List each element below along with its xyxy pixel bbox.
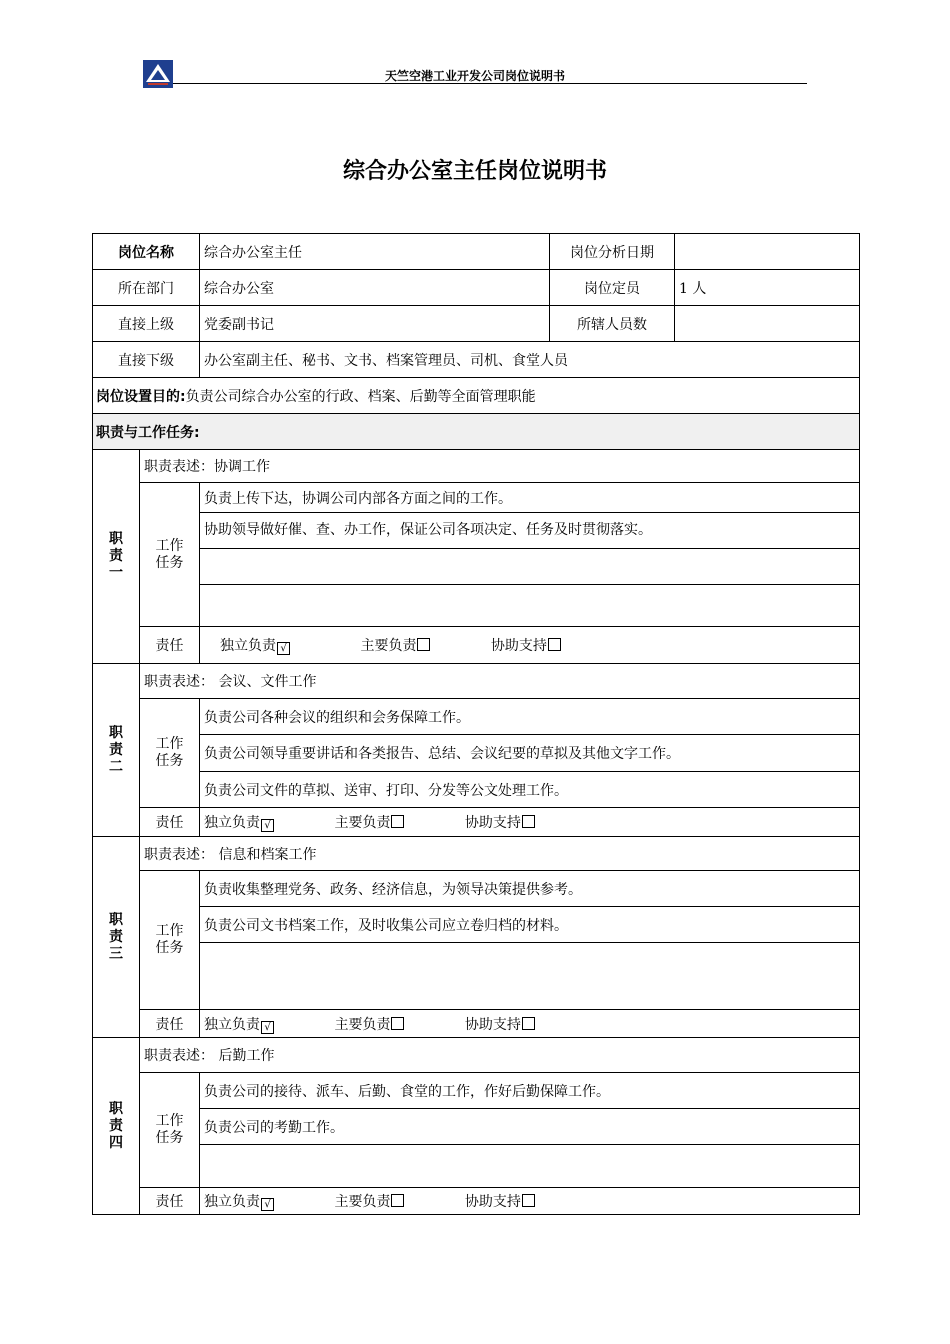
duty-3-task-3 — [200, 943, 860, 1010]
duty-1-resp-label: 责任 — [140, 627, 200, 664]
duty-2-statement-row — [93, 664, 860, 699]
subordinates-value: 办公室副主任、秘书、文书、档案管理员、司机、食堂人员 — [200, 342, 860, 378]
duty-1-resp-row — [93, 627, 860, 664]
checkbox[interactable] — [391, 1194, 404, 1207]
duty-1-task-2: 协助领导做好催、查、办工作，保证公司各项决定、任务及时贯彻落实。 — [200, 513, 860, 549]
duty-3-task-row — [93, 871, 860, 907]
duty-1-resp-options — [200, 627, 860, 664]
checkbox[interactable]: √ — [261, 1198, 274, 1211]
duty-2-task-row — [93, 735, 860, 772]
duty-3-statement-row — [93, 837, 860, 871]
duty-4-task-3 — [200, 1145, 860, 1188]
duty-4-resp-row — [93, 1188, 860, 1215]
option-main: 主要负责 — [334, 815, 391, 831]
department-label: 所在部门 — [93, 270, 200, 306]
option-independent: 独立负责 — [204, 815, 260, 831]
subordinates-count-label: 所辖人员数 — [550, 306, 675, 342]
duty-2-label: 职 责 二 — [93, 664, 140, 837]
option-main: 主要负责 — [334, 1194, 391, 1210]
info-row-subordinates — [93, 342, 860, 378]
duty-3-task-2: 负责公司文书档案工作，及时收集公司应立卷归档的材料。 — [200, 907, 860, 943]
duty-1-label: 职 责 一 — [93, 450, 140, 664]
header-title: 天竺空港工业开发公司岗位说明书 — [384, 69, 565, 83]
duty-4-task-row — [93, 1109, 860, 1145]
option-independent: 独立负责 — [220, 638, 276, 654]
duty-3-task-1: 负责收集整理党务、政务、经济信息，为领导决策提供参考。 — [200, 871, 860, 907]
duty-1-statement-row — [93, 450, 860, 483]
duty-2-task-2: 负责公司领导重要讲话和各类报告、总结、会议纪要的草拟及其他文字工作。 — [200, 735, 860, 772]
option-main: 主要负责 — [360, 638, 417, 654]
duties-header: 职责与工作任务: — [93, 414, 860, 450]
option-independent: 独立负责 — [204, 1194, 260, 1210]
duty-2-task-row — [93, 772, 860, 808]
duty-1-task-4 — [200, 585, 860, 627]
department-value: 综合办公室 — [200, 270, 550, 306]
duty-3-task-row — [93, 907, 860, 943]
superior-label: 直接上级 — [93, 306, 200, 342]
duty-3-task-label: 工作 任务 — [140, 871, 200, 1010]
checkbox[interactable] — [548, 638, 561, 651]
option-independent: 独立负责 — [204, 1016, 260, 1033]
checkbox[interactable] — [522, 1017, 535, 1030]
duty-1-task-row — [93, 483, 860, 513]
page-header — [143, 58, 807, 88]
duty-1-task-row — [93, 513, 860, 549]
superior-value: 党委副书记 — [200, 306, 550, 342]
duty-4-label: 职 责 四 — [93, 1038, 140, 1215]
duty-4-task-row — [93, 1073, 860, 1109]
duty-3-task-row — [93, 943, 860, 1010]
duty-4-resp-options — [200, 1188, 860, 1215]
subordinates-label: 直接下级 — [93, 342, 200, 378]
purpose-cell — [93, 378, 860, 414]
duty-2-task-3: 负责公司文件的草拟、送审、打印、分发等公文处理工作。 — [200, 772, 860, 808]
duty-2-resp-options — [200, 808, 860, 837]
duty-2-task-row — [93, 699, 860, 735]
duty-2-task-label: 工作 任务 — [140, 699, 200, 808]
duty-2-resp-label: 责任 — [140, 808, 200, 837]
checkbox[interactable] — [417, 638, 430, 651]
duty-4-task-label: 工作 任务 — [140, 1073, 200, 1188]
option-support: 协助支持 — [490, 638, 547, 654]
checkbox[interactable]: √ — [261, 1021, 274, 1034]
checkbox[interactable]: √ — [277, 642, 290, 655]
duty-4-task-row — [93, 1145, 860, 1188]
duty-3-resp-label: 责任 — [140, 1010, 200, 1038]
option-support: 协助支持 — [464, 815, 521, 831]
duty-1-task-row — [93, 585, 860, 627]
checkbox[interactable] — [391, 815, 404, 828]
subordinates-count-value — [675, 306, 860, 342]
option-support: 协助支持 — [464, 1194, 521, 1210]
purpose-label: 岗位设置目的: — [96, 388, 186, 405]
job-description-table — [92, 233, 860, 1215]
purpose-value: 负责公司综合办公室的行政、档案、后勤等全面管理职能 — [185, 388, 536, 405]
purpose-row — [93, 378, 860, 414]
info-row-superior — [93, 306, 860, 342]
position-name-label: 岗位名称 — [93, 234, 200, 270]
duty-1-task-3 — [200, 549, 860, 585]
option-support: 协助支持 — [464, 1016, 521, 1033]
info-row-department — [93, 270, 860, 306]
checkbox[interactable] — [391, 1017, 404, 1030]
header-divider — [173, 83, 807, 84]
duty-2-statement: 职责表述： 会议、文件工作 — [140, 664, 860, 699]
duty-4-statement-row — [93, 1038, 860, 1073]
duty-3-resp-row — [93, 1010, 860, 1038]
duty-3-label: 职 责 三 — [93, 837, 140, 1038]
checkbox[interactable] — [522, 815, 535, 828]
info-row-position — [93, 234, 860, 270]
duty-1-task-row — [93, 549, 860, 585]
duty-2-task-1: 负责公司各种会议的组织和会务保障工作。 — [200, 699, 860, 735]
analysis-date-value — [675, 234, 860, 270]
duty-4-task-1: 负责公司的接待、派车、后勤、食堂的工作，作好后勤保障工作。 — [200, 1073, 860, 1109]
document-title: 综合办公室主任岗位说明书 — [342, 159, 607, 184]
duty-1-task-label: 工作 任务 — [140, 483, 200, 627]
duty-3-resp-options — [200, 1010, 860, 1038]
option-main: 主要负责 — [334, 1016, 391, 1033]
duty-1-statement: 职责表述：协调工作 — [140, 450, 860, 483]
analysis-date-label: 岗位分析日期 — [550, 234, 675, 270]
duty-2-resp-row — [93, 808, 860, 837]
duty-1-task-1: 负责上传下达，协调公司内部各方面之间的工作。 — [200, 483, 860, 513]
checkbox[interactable]: √ — [261, 819, 274, 832]
duties-header-row — [93, 414, 860, 450]
headcount-label: 岗位定员 — [550, 270, 675, 306]
position-name-value: 综合办公室主任 — [200, 234, 550, 270]
duty-4-statement: 职责表述： 后勤工作 — [140, 1038, 860, 1073]
duty-4-resp-label: 责任 — [140, 1188, 200, 1215]
checkbox[interactable] — [522, 1194, 535, 1207]
duty-3-statement: 职责表述： 信息和档案工作 — [140, 837, 860, 871]
headcount-value: 1 人 — [675, 270, 860, 306]
duty-4-task-2: 负责公司的考勤工作。 — [200, 1109, 860, 1145]
